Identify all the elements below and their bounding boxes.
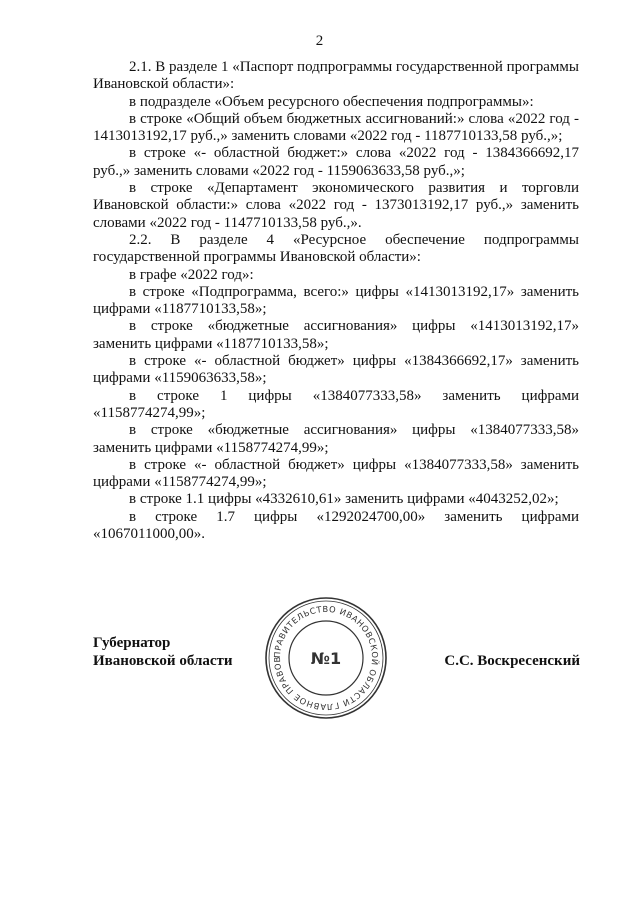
paragraph-total-allocations: в строке «Общий объем бюджетных ассигнований:» слова «2022 год - 1413013192,17 руб.,» заменить словами «2022 год - 1187710133,58 руб.,»; <box>93 110 579 145</box>
signatory-name: С.С. Воскресенский <box>444 653 580 669</box>
paragraph-column-2022: в графе «2022 год»: <box>129 266 254 283</box>
paragraph-economic-department: в строке «Департамент экономического развития и торговли Ивановской области:» слова «2022 год - 1373013192,17 руб.,» заменить словами «2022 год - 1147710133,58 руб.,». <box>93 180 579 231</box>
signatory-title-line2: Ивановской области <box>93 653 233 669</box>
page-number: 2 <box>315 33 324 49</box>
paragraph-row-1-regional: в строке «- областной бюджет» цифры «1384077333,58» заменить цифрами «1158774274,99»; <box>93 456 579 491</box>
paragraph-row-1-1: в строке 1.1 цифры «4332610,61» заменить цифрами «4043252,02»; <box>129 491 559 508</box>
document-body <box>93 59 579 543</box>
paragraph-2-2: 2.2. В разделе 4 «Ресурсное обеспечение подпрограммы государственной программы Ивановской области»: <box>93 231 579 266</box>
paragraph-2-1: 2.1. В разделе 1 «Паспорт подпрограммы государственной программы Ивановской области»: <box>93 59 579 93</box>
paragraph-row-1-7: в строке 1.7 цифры «1292024700,00» заменить цифрами «1067011000,00». <box>93 508 579 543</box>
signatory-title <box>93 634 233 670</box>
paragraph-row-1: в строке 1 цифры «1384077333,58» заменить цифрами «1158774274,99»; <box>93 387 579 421</box>
paragraph-resources-subsection: в подразделе «Объем ресурсного обеспечения подпрограммы»: <box>129 93 534 110</box>
paragraph-budget-allocations: в строке «бюджетные ассигнования» цифры «1413013192,17» заменить цифрами «1187710133,58»; <box>93 318 579 352</box>
stamp-center-text: №1 <box>310 649 342 668</box>
paragraph-regional-budget: в строке «- областной бюджет:» слова «2022 год - 1384366692,17 руб.,» заменить словами «2022 год - 1159063633,58 руб.,»; <box>93 145 579 179</box>
paragraph-regional-budget-row: в строке «- областной бюджет» цифры «1384366692,17» заменить цифрами «1159063633,58»; <box>93 353 579 387</box>
paragraph-subprogram-total: в строке «Подпрограмма, всего:» цифры «1413013192,17» заменить цифрами «1187710133,58»; <box>93 283 579 318</box>
paragraph-row-1-allocations: в строке «бюджетные ассигнования» цифры «1384077333,58» заменить цифрами «1158774274,99»; <box>93 422 579 456</box>
signatory-title-line1: Губернатор <box>93 635 171 651</box>
official-stamp <box>262 594 390 722</box>
stamp-ring-text: ПРАВИТЕЛЬСТВО ИВАНОВСКОЙ ОБЛАСТИ ГЛАВНОЕ ПРАВОВ <box>271 603 381 713</box>
